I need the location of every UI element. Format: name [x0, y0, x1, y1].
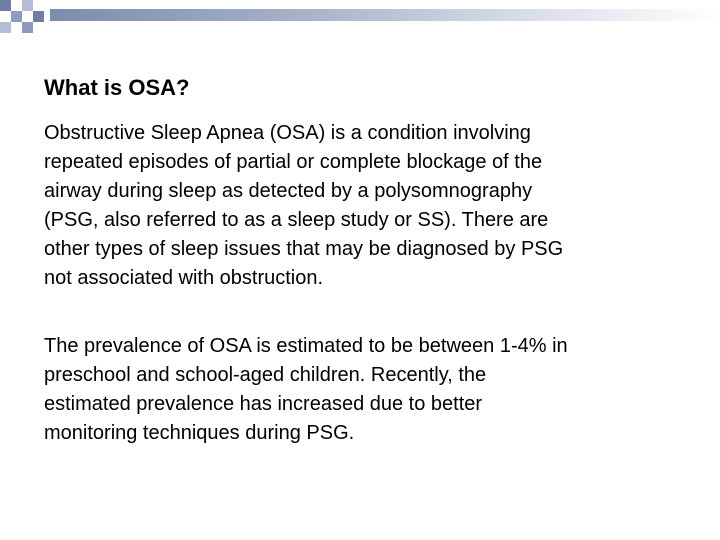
header-gradient-bar [50, 9, 720, 21]
slide-title: What is OSA? [44, 75, 190, 100]
deco-square [0, 0, 11, 11]
deco-square [33, 11, 44, 22]
text-line: other types of sleep issues that may be diagnosed by PSG [44, 238, 564, 260]
text-line: not associated with obstruction. [44, 267, 324, 289]
text-line: airway during sleep as detected by a polysomnography [44, 180, 533, 202]
deco-square [22, 22, 33, 33]
text-line: repeated episodes of partial or complete blockage of the [44, 151, 543, 173]
header-decoration [0, 0, 720, 40]
text-line: Obstructive Sleep Apnea (OSA) is a condition involving [44, 122, 531, 144]
text-line: monitoring techniques during PSG. [44, 422, 355, 444]
prevalence-paragraph [44, 332, 684, 448]
text-line: (PSG, also referred to as a sleep study or SS). There are [44, 209, 549, 231]
text-line: preschool and school-aged children. Recently, the [44, 364, 487, 386]
deco-square [22, 0, 33, 11]
definition-paragraph [44, 119, 684, 293]
text-line: estimated prevalence has increased due to better [44, 393, 483, 415]
text-line: The prevalence of OSA is estimated to be between 1-4% in [44, 335, 568, 357]
deco-square [11, 11, 22, 22]
deco-square [0, 22, 11, 33]
